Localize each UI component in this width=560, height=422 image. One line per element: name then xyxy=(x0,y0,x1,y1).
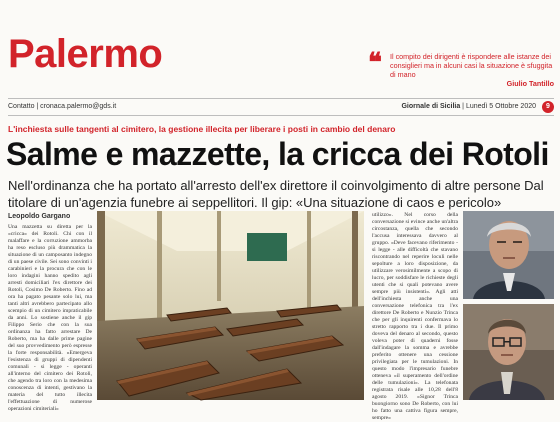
article-subhead: Nell'ordinanza che ha portato all'arresto dell'ex direttore il coinvolgimento di altre persone Dal titolare di un'agenzia funebre ai seppellitori. Il gip: «Una situazione di caos e pericolo» xyxy=(8,178,544,210)
issue-date: | Lunedì 5 Ottobre 2020 xyxy=(460,103,536,110)
article-byline: Leopoldo Gargano xyxy=(8,213,71,220)
newspaper-name: Giornale di Sicilia xyxy=(401,103,461,110)
article-column-1: Una mazzetta su diretta per la «cricca» dei Rotoli. Chi con il malaffare e la corruzione ammorba ha reso escluso più drammatica la situazione di un camposanto indegno di un paese civile. Sei sono convinti i carabinieri e la procura che con le loro indagini hanno spedito agli arresti domiciliari l'ex direttore dei Rotoli, Cosimo De Roberto. Fino ad ora ha pagato pesante solo lui, ma tanti altri avrebbero partecipato allo scempio di un cimitero impraticabile da anni. Lo sostiene anche il gip Filippo Serio che con la sua ordinanza ha fatto arrestare De Roberto, ma ha dalle prime pagine del suo provvedimento però espresse la forte responsabilità. «Emergeva l'esistenza di gruppi di dipendenti comunali - si legge - operanti all'interno del cimitero dei Rotoli, che agendo tra loro con la medesima conoscenza di intenti, gestivano la materia del tutto illecita l'effettuazione di numerose operazioni cimiteriali» xyxy=(8,224,92,412)
article-column-2: utilizzo». Nel corso della conversazione si evince anche un'altra circostanza, quella che secondo l'accusa interessava davvero al gruppo. «Deve facevano riferimento - si legge - alle difficoltà che stavano riscontrando nel reperire loculi nelle sepolture a loro disposizione, da utilizzare verosimilmente a scopo di lucro, per soddisfare le richieste degli utenti che si quali potevano avere sempre più insistenti». Agli atti dell'inchiesta anche una conversazione telefonica tra l'ex direttore De Roberto e Nunzio Trinca che per gli inquirenti confermava lo stretto rapporto tra i due. Il primo doveva del denaro al secondo, questo voleva poter di quaderni fosse dall'indagare la somma e avrebbe preferito ottenere una cessione privilegiata per le tumulazioni. In questo modo l'impresario funebre otteneva «il superamento dell'ordine delle tumulazioni». La telefonata registrata risale alle 10,28 dell'8 agosto 2019. «Signor Trinca buongiorno sono De Roberto, con lui ho fatto una cattiva figura sempre, sempre» xyxy=(372,212,458,421)
article-headline: Salme e mazzette, la cricca dei Rotoli xyxy=(6,136,549,172)
masthead-title: Palermo xyxy=(8,32,163,76)
quote-mark-icon: ❝ xyxy=(368,48,382,77)
issue-info xyxy=(401,99,536,115)
contact-bar xyxy=(8,98,554,116)
pull-quote xyxy=(368,48,554,88)
portrait-photo-1 xyxy=(463,211,554,299)
contact-info: Contatto | cronaca.palermo@gds.it xyxy=(8,103,117,110)
cemetery-photo-illustration xyxy=(97,211,364,400)
quote-author: Giulio Tantillo xyxy=(506,79,554,88)
article-kicker: L'inchiesta sulle tangenti al cimitero, la gestione illecita per liberare i posti in cambio del denaro xyxy=(8,124,396,134)
portrait-photo-2 xyxy=(463,304,554,400)
portrait-1-illustration xyxy=(463,211,554,299)
photo-cemetery-coffins xyxy=(97,211,364,400)
quote-text: Il compito dei dirigenti è rispondere alle istanze dei consiglieri ma in alcuni casi la situazione è sfuggita di mano xyxy=(390,52,553,79)
page-number-badge: 9 xyxy=(542,101,554,113)
portrait-2-illustration xyxy=(463,304,554,400)
